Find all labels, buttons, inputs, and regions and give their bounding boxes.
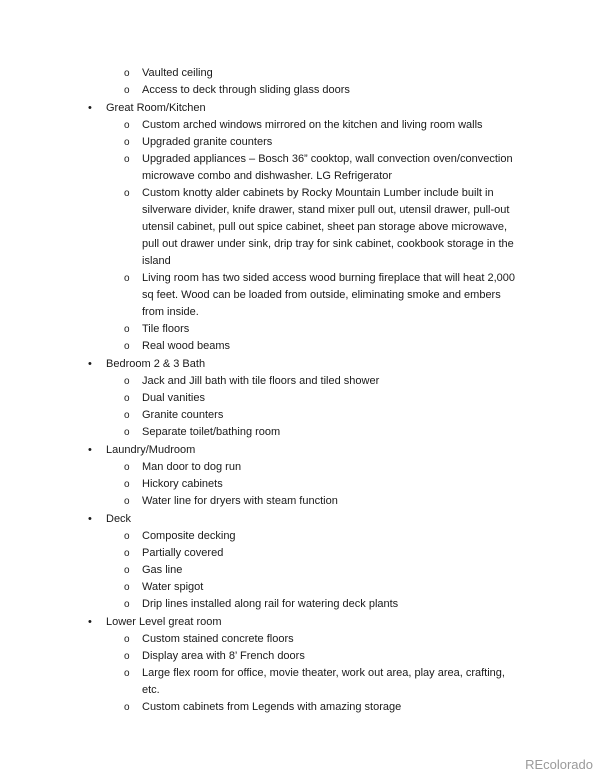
- bullet-circle-icon: o: [124, 462, 130, 473]
- item-text: Custom stained concrete floors: [142, 633, 294, 645]
- bullet-circle-icon: o: [124, 324, 130, 335]
- item-text: Separate toilet/bathing room: [142, 426, 281, 438]
- item-text: Display area with 8’ French doors: [142, 650, 305, 662]
- list-item-continuation: silverware divider, knife drawer, stand mixer pull out, utensil drawer, pull-out: [142, 204, 510, 216]
- item-text: Upgraded appliances – Bosch 36” cooktop, wall convection oven/convection: [142, 153, 513, 165]
- bullet-circle-icon: o: [124, 341, 130, 352]
- bullet-circle-icon: o: [124, 668, 130, 679]
- item-text: Custom knotty alder cabinets by Rocky Mountain Lumber include built in: [142, 187, 494, 199]
- bullet-disc-icon: •: [88, 513, 92, 525]
- bullet-circle-icon: o: [124, 120, 130, 131]
- bullet-circle-icon: o: [124, 188, 130, 199]
- item-text: Partially covered: [142, 547, 224, 559]
- list-item-continuation: island: [142, 255, 171, 267]
- list-item-continuation: microwave combo and dishwasher. LG Refrigerator: [142, 170, 393, 182]
- item-text: Living room has two sided access wood burning fireplace that will heat 2,000: [142, 272, 515, 284]
- list-item-continuation: utensil cabinet, pull out spice cabinet, sheet pan storage above microwave,: [142, 221, 508, 233]
- list-item-continuation: from inside.: [142, 306, 199, 318]
- bullet-disc-icon: •: [88, 616, 92, 628]
- item-text: Dual vanities: [142, 392, 205, 404]
- item-text: Hickory cabinets: [142, 478, 223, 490]
- item-text: Composite decking: [142, 530, 236, 542]
- bullet-circle-icon: o: [124, 548, 130, 559]
- bullet-disc-icon: •: [88, 358, 92, 370]
- item-text: Water line for dryers with steam function: [142, 495, 338, 507]
- bullet-circle-icon: o: [124, 531, 130, 542]
- watermark: REcolorado: [525, 757, 593, 772]
- item-text: Gas line: [142, 564, 183, 576]
- item-text: Access to deck through sliding glass doors: [142, 84, 350, 96]
- bullet-circle-icon: o: [124, 496, 130, 507]
- item-text: Upgraded granite counters: [142, 136, 273, 148]
- item-text: Large flex room for office, movie theater, work out area, play area, crafting,: [142, 667, 505, 679]
- bullet-disc-icon: •: [88, 102, 92, 114]
- item-text: Bedroom 2 & 3 Bath: [106, 358, 206, 370]
- item-text: Granite counters: [142, 409, 224, 421]
- item-text: Man door to dog run: [142, 461, 242, 473]
- bullet-circle-icon: o: [124, 702, 130, 713]
- bullet-circle-icon: o: [124, 582, 130, 593]
- bullet-circle-icon: o: [124, 137, 130, 148]
- item-text: Custom arched windows mirrored on the kitchen and living room walls: [142, 119, 483, 131]
- bullet-circle-icon: o: [124, 634, 130, 645]
- item-text: Deck: [106, 513, 132, 525]
- bullet-circle-icon: o: [124, 68, 130, 79]
- bullet-circle-icon: o: [124, 273, 130, 284]
- item-text: Jack and Jill bath with tile floors and tiled shower: [142, 375, 380, 387]
- list-item-continuation: sq feet. Wood can be loaded from outside, eliminating smoke and embers: [142, 289, 501, 301]
- item-text: Water spigot: [142, 581, 204, 593]
- bullet-circle-icon: o: [124, 651, 130, 662]
- item-text: Custom cabinets from Legends with amazing storage: [142, 701, 402, 713]
- item-text: Drip lines installed along rail for watering deck plants: [142, 598, 399, 610]
- item-text: Laundry/Mudroom: [106, 444, 196, 456]
- item-text: Real wood beams: [142, 340, 231, 352]
- list-item-continuation: pull out drawer under sink, drip tray for sink cabinet, cookbook storage in the: [142, 238, 514, 250]
- item-text: Tile floors: [142, 323, 190, 335]
- bullet-circle-icon: o: [124, 410, 130, 421]
- item-text: Lower Level great room: [106, 616, 222, 628]
- bullet-circle-icon: o: [124, 85, 130, 96]
- bullet-circle-icon: o: [124, 393, 130, 404]
- bullet-disc-icon: •: [88, 444, 92, 456]
- bullet-circle-icon: o: [124, 427, 130, 438]
- bullet-circle-icon: o: [124, 565, 130, 576]
- item-text: Vaulted ceiling: [142, 67, 213, 79]
- bullet-circle-icon: o: [124, 599, 130, 610]
- bullet-circle-icon: o: [124, 154, 130, 165]
- item-text: Great Room/Kitchen: [106, 102, 206, 114]
- bullet-circle-icon: o: [124, 479, 130, 490]
- list-item-continuation: etc.: [142, 684, 160, 696]
- bullet-circle-icon: o: [124, 376, 130, 387]
